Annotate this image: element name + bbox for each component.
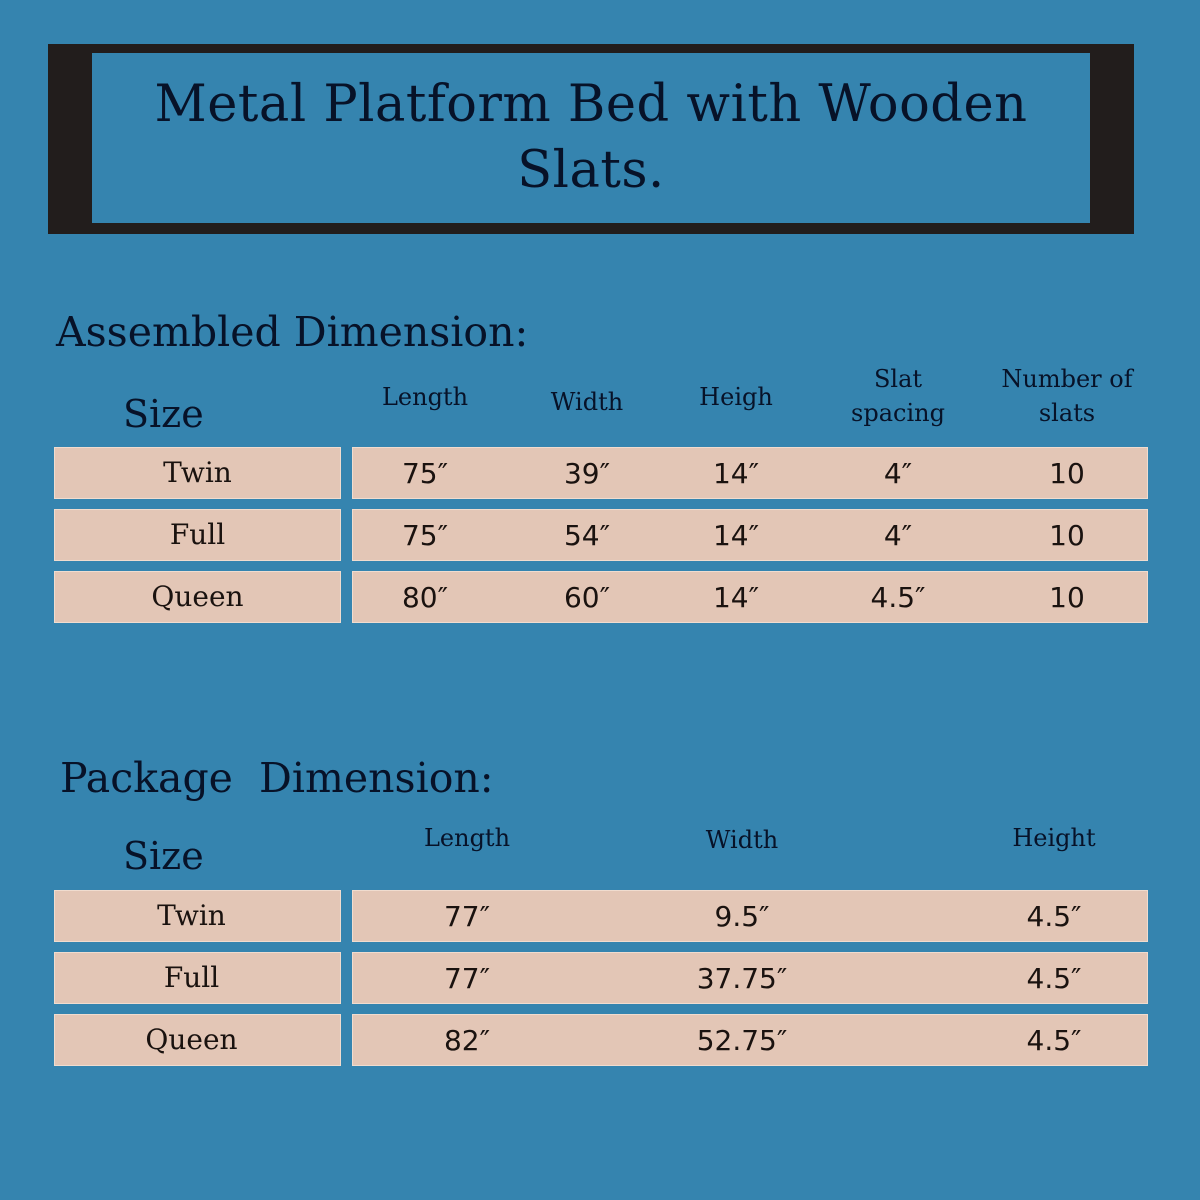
assembled-col-height: Heigh <box>699 383 773 411</box>
length-value: 80″ <box>401 581 449 614</box>
assembled-heading: Assembled Dimension: <box>56 308 529 356</box>
page-title: Metal Platform Bed with Wooden Slats. <box>154 75 1028 200</box>
height-value: 4.5″ <box>1026 962 1082 995</box>
assembled-row-queen <box>0 571 1200 623</box>
slat-spacing-value: 4″ <box>883 519 913 552</box>
size-label: Twin <box>157 899 226 932</box>
slat-spacing-line1: Slat <box>873 365 923 393</box>
slat-spacing-value: 4.5″ <box>870 581 926 614</box>
length-value: 75″ <box>401 519 449 552</box>
width-value: 9.5″ <box>714 900 770 933</box>
width-value: 52.75″ <box>696 1024 788 1057</box>
number-of-slats-line2: slats <box>1038 399 1096 427</box>
package-row-queen <box>0 1014 1200 1066</box>
assembled-size-header: Size <box>123 392 204 436</box>
slats-value: 10 <box>1049 519 1085 552</box>
assembled-col-number-of-slats <box>1001 362 1132 430</box>
size-label: Queen <box>151 580 244 613</box>
height-value: 14″ <box>712 519 760 552</box>
slat-spacing-value: 4″ <box>883 457 913 490</box>
size-label: Twin <box>163 456 232 489</box>
size-label: Full <box>169 518 226 551</box>
slats-value: 10 <box>1049 457 1085 490</box>
package-col-length: Length <box>423 824 511 852</box>
package-size-header: Size <box>123 834 204 878</box>
width-value: 60″ <box>563 581 611 614</box>
assembled-row-full <box>0 509 1200 561</box>
package-row-full <box>0 952 1200 1004</box>
size-cell <box>54 1014 341 1066</box>
height-value: 4.5″ <box>1026 1024 1082 1057</box>
size-label: Queen <box>145 1023 238 1056</box>
title-box <box>92 53 1090 223</box>
height-value: 14″ <box>712 457 760 490</box>
package-col-width: Width <box>705 826 779 854</box>
slat-spacing-line2: spacing <box>851 399 945 427</box>
length-value: 77″ <box>443 962 491 995</box>
size-label: Full <box>163 961 220 994</box>
assembled-col-width: Width <box>550 388 624 416</box>
length-value: 75″ <box>401 457 449 490</box>
assembled-col-slat-spacing <box>851 362 945 430</box>
width-value: 54″ <box>563 519 611 552</box>
size-cell <box>54 509 341 561</box>
package-heading: Package Dimension: <box>60 754 494 802</box>
number-of-slats-line1: Number of <box>1001 365 1133 393</box>
title-frame <box>48 44 1134 234</box>
size-cell <box>54 571 341 623</box>
size-cell <box>54 952 341 1004</box>
size-cell <box>54 447 341 499</box>
width-value: 37.75″ <box>696 962 788 995</box>
length-value: 82″ <box>443 1024 491 1057</box>
height-value: 14″ <box>712 581 760 614</box>
package-col-height: Height <box>1012 824 1096 852</box>
length-value: 77″ <box>443 900 491 933</box>
height-value: 4.5″ <box>1026 900 1082 933</box>
assembled-col-length: Length <box>381 383 469 411</box>
width-value: 39″ <box>563 457 611 490</box>
assembled-row-twin <box>0 447 1200 499</box>
slats-value: 10 <box>1049 581 1085 614</box>
package-row-twin <box>0 890 1200 942</box>
size-cell <box>54 890 341 942</box>
